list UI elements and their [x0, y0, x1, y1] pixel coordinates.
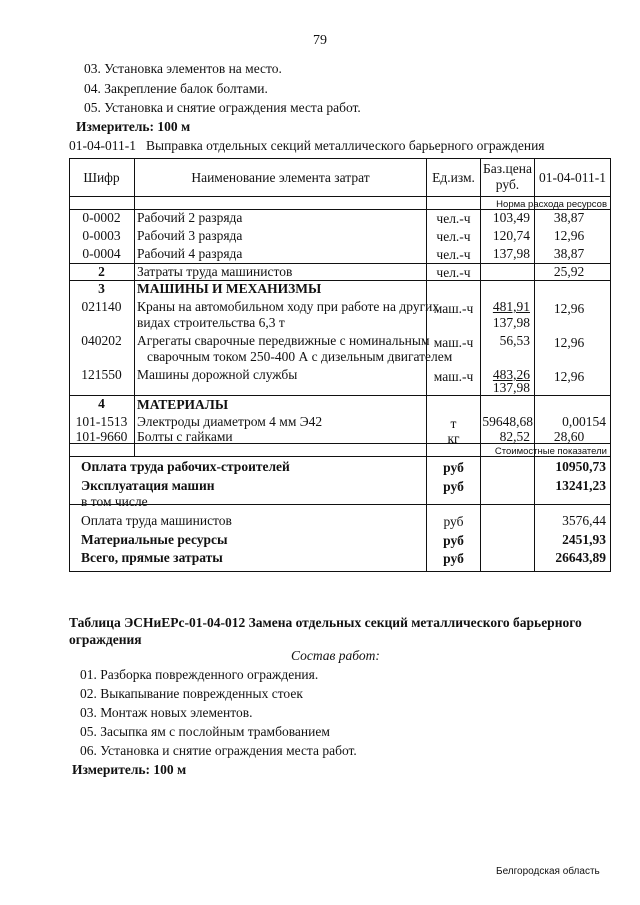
- total-unit: руб: [443, 479, 464, 494]
- row-code: 0-0003: [82, 228, 121, 243]
- row-value: 12,96: [553, 228, 585, 243]
- footer-region: Белгородская область: [496, 866, 600, 877]
- measure-unit: Измеритель: 100 м: [76, 119, 191, 134]
- total-label: Эксплуатация машин: [81, 478, 215, 493]
- total-value: 10950,73: [555, 459, 606, 474]
- row-name: Рабочий 3 разряда: [137, 228, 243, 243]
- header-price: Баз.цена: [483, 161, 532, 176]
- row-value: 38,87: [553, 246, 585, 261]
- total-value: 2451,93: [562, 532, 606, 547]
- row-price: 481,91: [492, 299, 530, 314]
- row-price: 59648,68: [482, 414, 533, 429]
- page-number: 79: [313, 33, 327, 48]
- row-name-cont: сварочным током 250-400 А с дизельным двигателем: [147, 349, 453, 364]
- row-price: 56,53: [499, 333, 530, 348]
- total-label: Материальные ресурсы: [81, 532, 228, 547]
- norm-caption: Норма расхода ресурсов: [496, 199, 607, 210]
- work-item: 06. Установка и снятие ограждения места работ.: [80, 743, 357, 758]
- row-value: 25,92: [553, 264, 585, 279]
- header-code: Шифр: [83, 170, 120, 185]
- work-item: 03. Монтаж новых элементов.: [80, 705, 253, 720]
- total-unit: руб: [443, 460, 464, 475]
- row-code: 101-9660: [75, 429, 128, 444]
- cost-caption: Стоимостные показатели: [494, 446, 607, 457]
- row-price-2: 137,98: [492, 315, 530, 330]
- row-unit: чел.-ч: [436, 265, 471, 280]
- total-unit: руб: [443, 551, 464, 566]
- total-label: Оплата труда машинистов: [81, 513, 232, 528]
- row-price: 103,49: [492, 210, 530, 225]
- row-unit: т: [450, 416, 457, 431]
- row-unit: маш.-ч: [433, 369, 474, 384]
- row-unit: чел.-ч: [436, 247, 471, 262]
- section-title: МАШИНЫ И МЕХАНИЗМЫ: [137, 281, 322, 296]
- row-name: Рабочий 2 разряда: [137, 210, 243, 225]
- row-value: 12,96: [553, 369, 585, 384]
- row-value: 38,87: [553, 210, 585, 225]
- row-unit: маш.-ч: [433, 335, 474, 350]
- row-value: 12,96: [553, 335, 585, 350]
- row-price: 82,52: [499, 429, 530, 444]
- row-name-cont: видах строительства 6,3 т: [137, 315, 285, 330]
- row-code: 0-0004: [82, 246, 121, 261]
- measure-unit: Измеритель: 100 м: [72, 762, 187, 777]
- row-code: 101-1513: [75, 414, 128, 429]
- table2-title-cont: ограждения: [69, 632, 142, 647]
- row-name: Болты с гайками: [137, 429, 233, 444]
- row-price-2: 137,98: [492, 380, 530, 395]
- work-item: 04. Закрепление балок болтами.: [84, 81, 268, 96]
- row-price: 483,26: [492, 367, 530, 382]
- row-value: 12,96: [553, 301, 585, 316]
- work-item: 05. Установка и снятие ограждения места работ.: [84, 100, 361, 115]
- row-unit: маш.-ч: [433, 301, 474, 316]
- row-value: 0,00154: [562, 414, 606, 429]
- row-value: 28,60: [553, 429, 585, 444]
- work-item: 05. Засыпка ям с послойным трамбованием: [80, 724, 330, 739]
- total-label: в том числе: [81, 494, 148, 509]
- total-label: Всего, прямые затраты: [81, 550, 223, 565]
- work-item: 03. Установка элементов на место.: [84, 61, 282, 76]
- row-code: 121550: [81, 367, 122, 382]
- table2-title: Таблица ЭСНиЕРс-01-04-012 Замена отдельных секций металлического барьерного: [69, 615, 582, 630]
- row-code: 0-0002: [82, 210, 121, 225]
- total-value: 13241,23: [555, 478, 606, 493]
- section-title: МАТЕРИАЛЫ: [137, 397, 229, 412]
- row-name: Машины дорожной службы: [137, 367, 298, 382]
- row-name: Агрегаты сварочные передвижные с номинальным: [137, 333, 430, 348]
- row-unit: чел.-ч: [436, 211, 471, 226]
- total-label: Оплата труда рабочих-строителей: [81, 459, 290, 474]
- header-unit: Ед.изм.: [432, 170, 475, 185]
- norm-code: 01-04-011-1: [69, 138, 136, 153]
- row-name: Рабочий 4 разряда: [137, 246, 243, 261]
- row-price: 137,98: [492, 246, 530, 261]
- row-name: Электроды диаметром 4 мм Э42: [137, 414, 323, 429]
- header-norm: 01-04-011-1: [539, 170, 606, 185]
- row-price: 120,74: [492, 228, 530, 243]
- row-name: Краны на автомобильном ходу при работе на других: [137, 299, 440, 314]
- section-code: 4: [98, 396, 105, 411]
- row-name: Затраты труда машинистов: [137, 264, 293, 279]
- row-code: 021140: [81, 299, 122, 314]
- work-item: 02. Выкапывание поврежденных стоек: [80, 686, 303, 701]
- composition-title: Состав работ:: [291, 648, 380, 663]
- total-unit: руб: [443, 514, 464, 529]
- resource-table: [69, 158, 611, 572]
- row-code: 2: [98, 264, 105, 279]
- section-code: 3: [98, 281, 105, 296]
- total-value: 3576,44: [562, 513, 606, 528]
- norm-title: Выправка отдельных секций металлического барьерного ограждения: [146, 138, 545, 153]
- row-code: 040202: [81, 333, 122, 348]
- row-unit: кг: [447, 431, 460, 446]
- row-unit: чел.-ч: [436, 229, 471, 244]
- total-unit: руб: [443, 533, 464, 548]
- header-price-unit: руб.: [495, 177, 520, 192]
- total-value: 26643,89: [555, 550, 606, 565]
- work-item: 01. Разборка поврежденного ограждения.: [80, 667, 319, 682]
- header-name: Наименование элемента затрат: [191, 170, 370, 185]
